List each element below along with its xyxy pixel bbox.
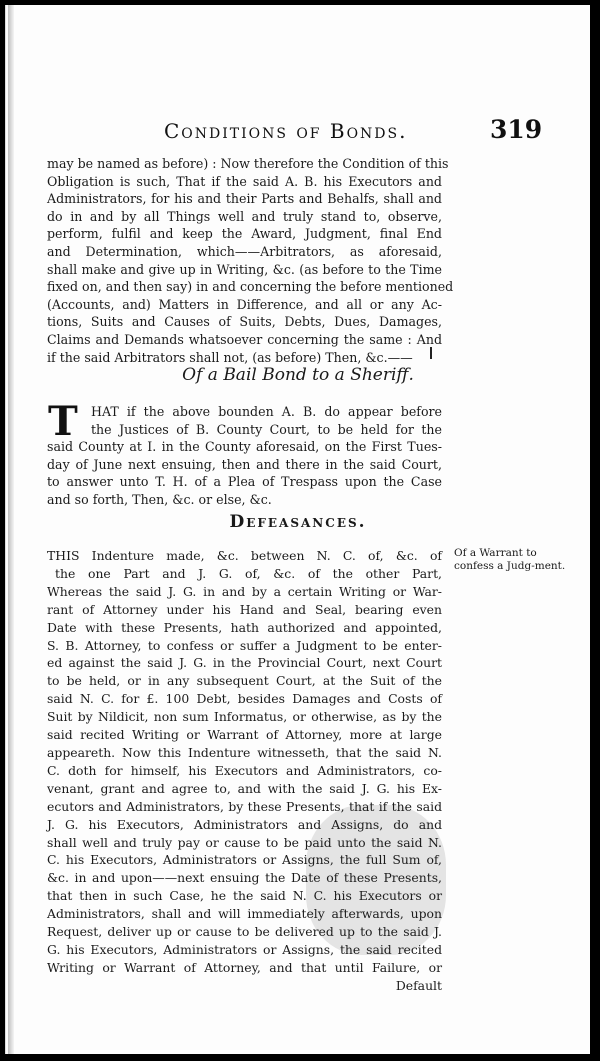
text-line: Whereas the said J. G. in and by a certain Writing or War- bbox=[47, 583, 442, 599]
page-number: 319 bbox=[490, 115, 543, 144]
text-line: and so forth, Then, &c. or else, &c. bbox=[47, 491, 272, 507]
text-line: venant, grant and agree to, and with the said J. G. his Ex- bbox=[47, 780, 442, 796]
text-line: HAT if the above bounden A. B. do appear before bbox=[91, 404, 442, 419]
text-line: if the said Arbitrators shall not, (as before) Then, &c.—— bbox=[47, 349, 413, 365]
margin-note: Of a Warrant to confess a Judg-ment. bbox=[454, 547, 566, 572]
text-line: said recited Writing or Warrant of Attorney, more at large bbox=[47, 727, 442, 743]
drop-cap: T bbox=[48, 398, 78, 445]
text-line: appeareth. Now this Indenture witnesseth, that the said N. bbox=[47, 744, 442, 760]
catchword: Default bbox=[395, 977, 442, 993]
text-line: S. B. Attorney, to confess or suffer a Judgment to be enter- bbox=[47, 637, 442, 653]
bail-bond-text bbox=[47, 398, 442, 509]
text-line: ecutors and Administrators, by these Presents, that if the said bbox=[47, 798, 442, 814]
text-line: to be held, or in any subsequent Court, at the Suit of the bbox=[47, 673, 442, 689]
ink-mark bbox=[430, 347, 432, 359]
text-line: ed against the said J. G. in the Provincial Court, next Court bbox=[47, 655, 442, 671]
text-line: shall make and give up in Writing, &c. (as before to the Time bbox=[47, 261, 442, 277]
text-line: C. doth for himself, his Executors and Administrators, co- bbox=[47, 762, 442, 778]
text-line: J. G. his Executors, Administrators and Assigns, do and bbox=[47, 816, 442, 832]
text-line: Administrators, for his and their Parts and Behalfs, shall and bbox=[47, 191, 442, 207]
text-line: said County at I. in the County aforesaid, on the First Tues- bbox=[47, 439, 442, 455]
text-line: &c. in and upon——next ensuing the Date of these Presents, bbox=[47, 870, 442, 886]
text-line: may be named as before) : Now therefore the Condition of this bbox=[47, 156, 449, 171]
text-line: G. his Executors, Administrators or Assigns, the said recited bbox=[47, 941, 442, 957]
text-line: Claims and Demands whatsoever concerning the same : And bbox=[47, 331, 442, 347]
text-line: said N. C. for £. 100 Debt, besides Damages and Costs of bbox=[47, 691, 442, 707]
text-line: fixed on, and then say) in and concerning the before mentioned bbox=[47, 279, 454, 295]
text-line: (Accounts, and) Matters in Difference, and all or any Ac- bbox=[47, 296, 442, 312]
book-page bbox=[5, 5, 590, 1054]
print-bleed-shadow bbox=[306, 805, 446, 955]
text-line: tions, Suits and Causes of Suits, Debts, Dues, Damages, bbox=[47, 314, 442, 330]
text-line: Obligation is such, That if the said A. B. his Executors and bbox=[47, 173, 442, 189]
text-line: Administrators, shall and will immediately afterwards, upon bbox=[47, 906, 442, 922]
text-line: do in and by all Things well and truly stand to, observe, bbox=[47, 208, 442, 224]
text-line: shall well and truly pay or cause to be paid unto the said N. bbox=[47, 834, 442, 850]
running-title: Conditions of Bonds. bbox=[164, 119, 408, 143]
text-line: the one Part and J. G. of, &c. of the other Part, bbox=[55, 565, 442, 581]
text-line: rant of Attorney under his Hand and Seal, bearing even bbox=[47, 601, 442, 617]
text-line: Request, deliver up or cause to be delivered up to the said J. bbox=[47, 924, 442, 940]
text-line: that then in such Case, he the said N. C. his Executors or bbox=[47, 888, 442, 904]
text-line: and Determination, which——Arbitrators, as aforesaid, bbox=[47, 243, 442, 259]
text-line: the Justices of B. County Court, to be held for the bbox=[91, 421, 442, 437]
defeasances-heading: Defeasances. bbox=[229, 512, 367, 532]
page-header bbox=[6, 115, 590, 145]
text-line: C. his Executors, Administrators or Assigns, the full Sum of, bbox=[47, 852, 442, 868]
text-line: Suit by Nildicit, non sum Informatus, or otherwise, as by the bbox=[47, 709, 442, 725]
text-line: Date with these Presents, hath authorized and appointed, bbox=[47, 619, 442, 635]
text-line: day of June next ensuing, then and there in the said Court, bbox=[47, 456, 442, 472]
text-line: perform, fulfil and keep the Award, Judgment, final End bbox=[47, 226, 442, 242]
text-line: to answer unto T. H. of a Plea of Trespass upon the Case bbox=[47, 474, 442, 490]
bail-bond-heading: Of a Bail Bond to a Sheriff. bbox=[182, 365, 414, 385]
arbitration-condition-text bbox=[47, 155, 454, 366]
text-line: THIS Indenture made, &c. between N. C. of, &c. of bbox=[47, 548, 442, 563]
text-line: Writing or Warrant of Attorney, and that until Failure, or bbox=[47, 959, 442, 975]
